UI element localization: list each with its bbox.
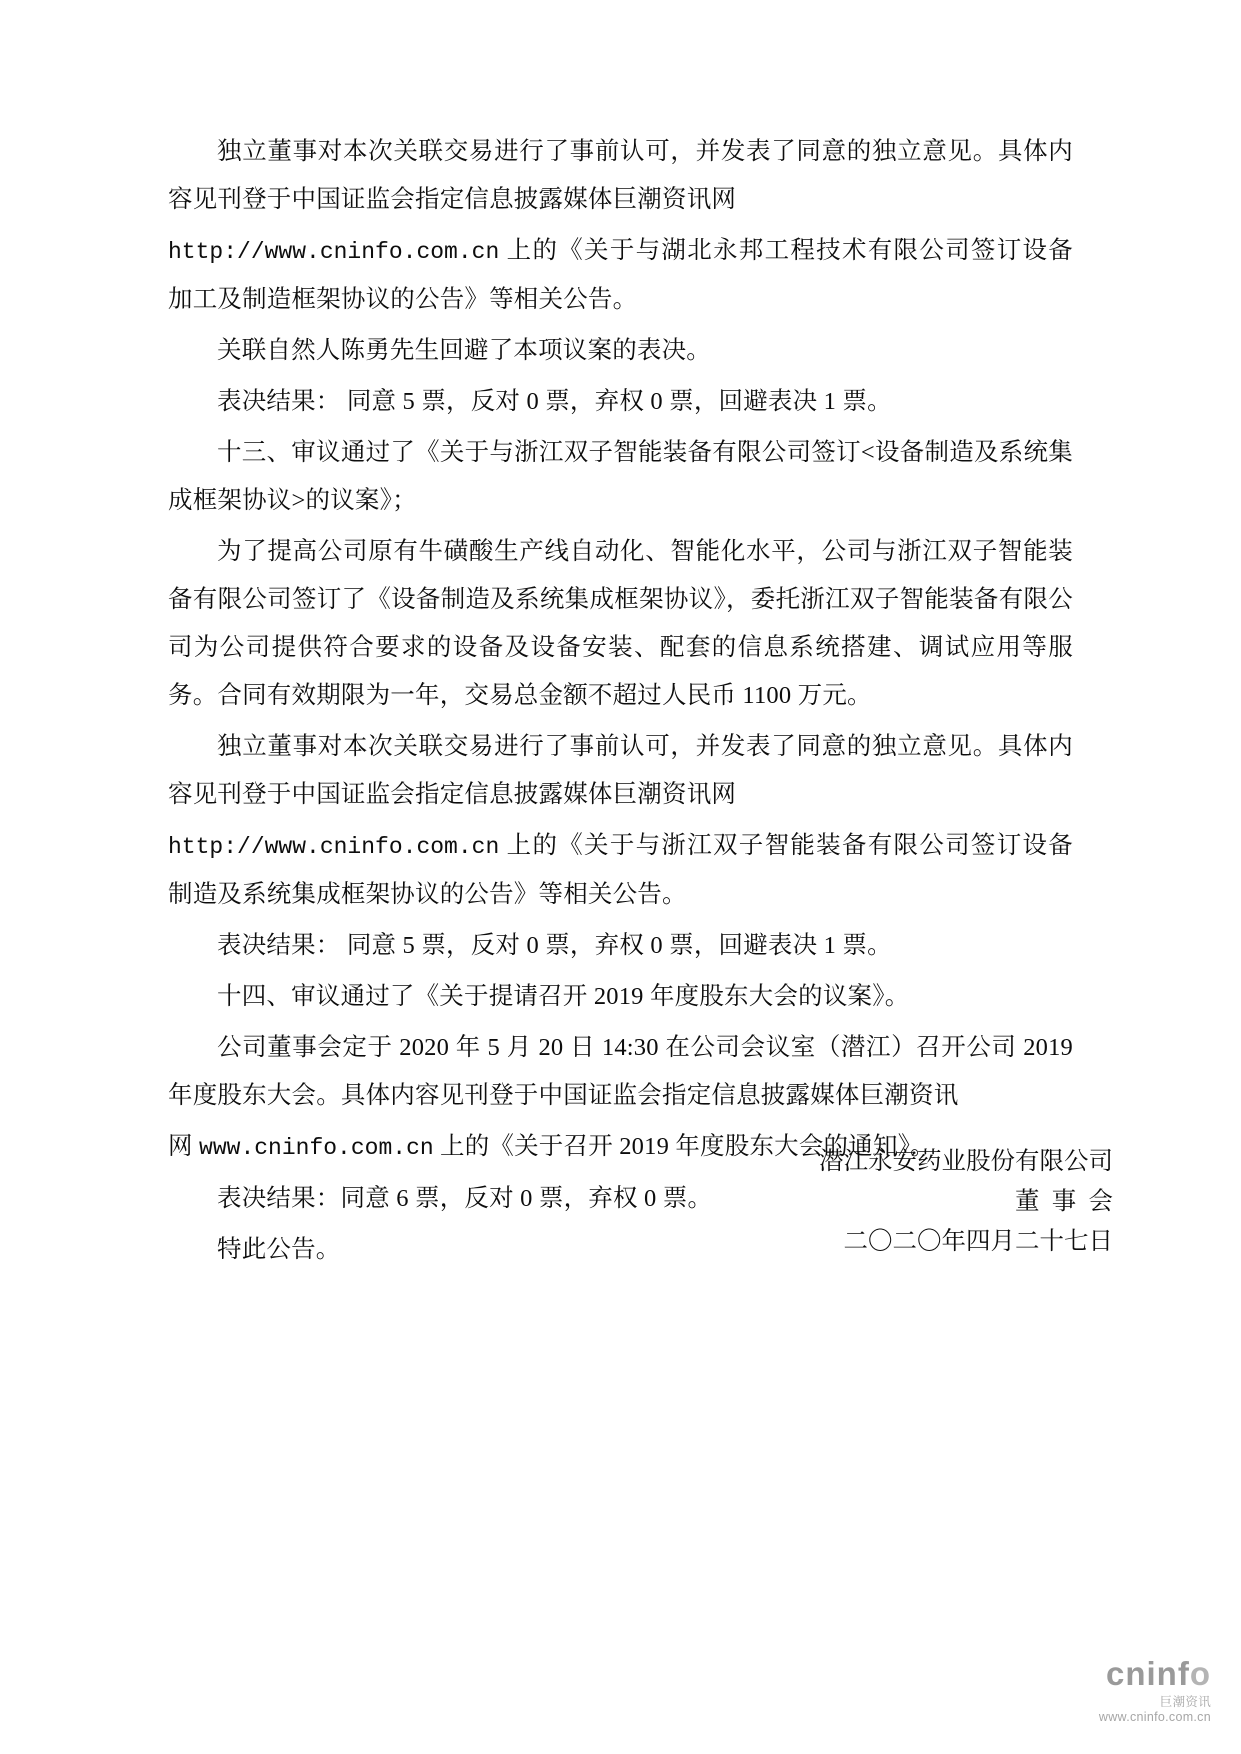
paragraph-item-thirteen: 十三、审议通过了《关于与浙江双子智能装备有限公司签订<设备制造及系统集成框架协议>的议案》； [168,439,1073,514]
cninfo-url-2: http://www.cninfo.com.cn [168,834,500,860]
paragraph-item-fourteen: 十四、审议通过了《关于提请召开 2019 年度股东大会的议案》。 [217,983,910,1010]
signature-block [693,1142,1113,1262]
paragraph-url-announcement-2 [168,822,1073,919]
signature-board: 董 事 会 [1015,1188,1113,1215]
cninfo-watermark-url: www.cninfo.com.cn [1098,1710,1211,1725]
paragraph-url-announcement-1 [168,227,1073,324]
cninfo-watermark-name: 巨潮资讯 [1159,1694,1211,1709]
paragraph-item-thirteen-body: 为了提高公司原有牛磺酸生产线自动化、智能化水平，公司与浙江双子智能装备有限公司签订了《设备制造及系统集成框架协议》，委托浙江双子智能装备有限公司为公司提供符合要求的设备及设备安装、配套的信息系统搭建、调试应用等服务。合同有效期限为一年，交易总金额不超过人民币 1100 万元。 [168,538,1073,709]
paragraph-url-announcement-2-text: 上的《关于与浙江双子智能装备有限公司签订设备制造及系统集成框架协议的公告》等相关公告。 [168,832,1073,908]
cninfo-url-3: www.cninfo.com.cn [199,1135,434,1161]
cninfo-logo-icon [1099,1655,1211,1693]
cninfo-logo-text: cninf [1106,1654,1190,1692]
signature-date: 二〇二〇年四月二十七日 [843,1228,1113,1255]
paragraph-closing: 特此公告。 [217,1236,341,1263]
paragraph-independent-director-opinion-1: 独立董事对本次关联交易进行了事前认可，并发表了同意的独立意见。具体内容见刊登于中国证监会指定信息披露媒体巨潮资讯网 [168,138,1073,213]
paragraph-item-fourteen-prefix: 网 [168,1133,200,1160]
signature-company: 潜江永安药业股份有限公司 [819,1148,1113,1175]
paragraph-vote-result-1: 表决结果： 同意 5 票，反对 0 票，弃权 0 票，回避表决 1 票。 [217,388,892,415]
cninfo-watermark [1099,1655,1211,1726]
cninfo-url-1: http://www.cninfo.com.cn [168,239,500,265]
paragraph-item-fourteen-body-1: 公司董事会定于 2020 年 5 月 20 日 14:30 在公司会议室（潜江）召开公司 2019 年度股东大会。具体内容见刊登于中国证监会指定信息披露媒体巨潮资讯 [168,1034,1073,1109]
cninfo-watermark-sub [1099,1695,1211,1726]
paragraph-vote-result-3: 表决结果：同意 6 票，反对 0 票，弃权 0 票。 [217,1185,713,1212]
paragraph-independent-director-opinion-2: 独立董事对本次关联交易进行了事前认可，并发表了同意的独立意见。具体内容见刊登于中国证监会指定信息披露媒体巨潮资讯网 [168,733,1073,808]
paragraph-related-person-avoid-1: 关联自然人陈勇先生回避了本项议案的表决。 [217,337,711,364]
document-body [168,128,1073,1277]
cninfo-logo-mark: o [1189,1654,1211,1692]
paragraph-item-fourteen-body-2-text: 上的《关于召开 2019 年度股东大会的通知》。 [433,1133,935,1160]
paragraph-vote-result-2: 表决结果： 同意 5 票，反对 0 票，弃权 0 票，回避表决 1 票。 [217,932,892,959]
paragraph-url-announcement-1-text: 上的《关于与湖北永邦工程技术有限公司签订设备加工及制造框架协议的公告》等相关公告。 [168,237,1073,313]
